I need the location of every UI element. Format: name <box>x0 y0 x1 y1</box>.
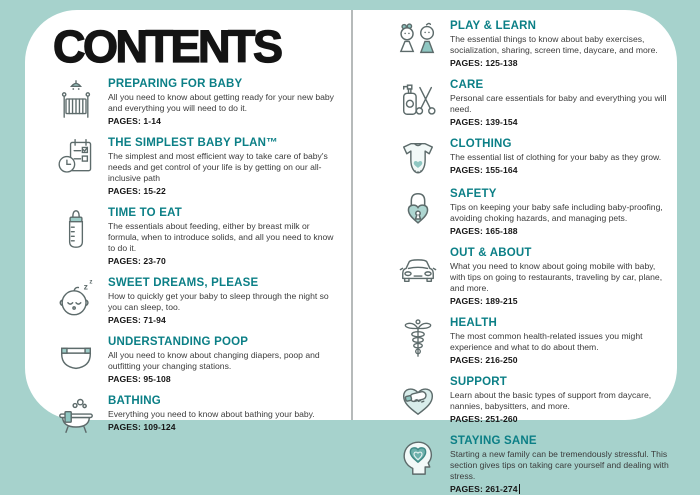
section-pages: PAGES: 95-108 <box>108 374 171 384</box>
section-description: All you need to know about getting ready for your new baby and everything you will need to do it. <box>108 92 334 113</box>
section-description: Starting a new family can be tremendously stressful. This section gives tips on taking care yourself and dealing with stress. <box>450 449 669 481</box>
section-title: STAYING SANE <box>450 435 537 447</box>
book-spread <box>25 10 677 494</box>
section-description: Learn about the basic types of support from daycare, nannies, babysitters, and more. <box>450 390 652 411</box>
lotion-scissors-icon <box>397 79 439 128</box>
section-title: SWEET DREAMS, PLEASE <box>108 277 259 289</box>
toc-entry-bathing <box>55 395 351 437</box>
onesie-icon <box>397 138 439 178</box>
toc-entry-sweet-dreams <box>55 277 351 326</box>
sleeping-baby-icon <box>55 277 97 326</box>
section-description: Tips on keeping your baby safe including baby-proofing, avoiding choking hazards, and managing pets. <box>450 202 663 223</box>
section-pages: PAGES: 216-250 <box>450 355 518 365</box>
toc-entry-understanding-poop <box>55 336 351 385</box>
section-pages: PAGES: 251-260 <box>450 414 518 424</box>
section-pages: PAGES: 109-124 <box>108 422 176 432</box>
toc-entry-play-and-learn <box>397 20 669 69</box>
section-description: How to quickly get your baby to sleep through the night so you can sleep, too. <box>108 291 329 312</box>
section-description: The essentials about feeding, either by breast milk or formula, when to introduce solids, and all you need to know to do it. <box>108 221 334 253</box>
section-pages: PAGES: 23-70 <box>108 256 166 266</box>
section-description: The essential things to know about baby exercises, socialization, sharing, screen time, daycare, and more. <box>450 34 658 55</box>
bathtub-icon <box>55 395 97 437</box>
heart-padlock-icon <box>397 188 439 237</box>
toc-entry-simplest-baby-plan <box>55 137 351 197</box>
section-title: TIME TO EAT <box>108 207 182 219</box>
svg-text:z: z <box>89 278 93 286</box>
toc-entry-safety <box>397 188 669 237</box>
section-title: CARE <box>450 79 484 91</box>
section-title: UNDERSTANDING POOP <box>108 336 249 348</box>
head-heart-icon <box>397 435 439 495</box>
toc-entry-preparing-for-baby <box>55 78 351 127</box>
toc-entry-care <box>397 79 669 128</box>
right-page <box>397 20 669 494</box>
section-pages: PAGES: 71-94 <box>108 315 166 325</box>
section-title: PLAY & LEARN <box>450 20 537 32</box>
toc-entry-time-to-eat <box>55 207 351 267</box>
section-pages: PAGES: 261-274 <box>450 484 518 494</box>
toc-entry-out-and-about <box>397 247 669 307</box>
book-spine <box>351 10 353 420</box>
crib-icon <box>55 78 97 127</box>
toc-entry-health <box>397 317 669 366</box>
section-pages: PAGES: 15-22 <box>108 186 166 196</box>
svg-text:z: z <box>83 281 88 292</box>
section-description: What you need to know about going mobile with baby, with tips on going to restaurants, traveling by car, plane, and more. <box>450 261 663 293</box>
section-pages: PAGES: 155-164 <box>450 165 518 175</box>
toc-entry-support <box>397 376 669 425</box>
handshake-heart-icon <box>397 376 439 425</box>
left-page <box>55 22 351 432</box>
section-title: BATHING <box>108 395 161 407</box>
section-pages: PAGES: 165-188 <box>450 226 518 236</box>
car-icon <box>397 247 439 307</box>
section-pages: PAGES: 1-14 <box>108 116 161 126</box>
section-pages: PAGES: 189-215 <box>450 296 518 306</box>
section-description: The most common health-related issues you might experience and what to do about them. <box>450 331 643 352</box>
section-title: PREPARING FOR BABY <box>108 78 243 90</box>
section-title: SUPPORT <box>450 376 507 388</box>
toc-entry-staying-sane <box>397 435 669 495</box>
text-cursor <box>519 484 520 494</box>
baby-bottle-icon <box>55 207 97 267</box>
section-description: Personal care essentials for baby and everything you will need. <box>450 93 667 114</box>
section-title: THE SIMPLEST BABY PLAN™ <box>108 137 278 149</box>
section-title: CLOTHING <box>450 138 512 150</box>
section-title: OUT & ABOUT <box>450 247 532 259</box>
section-pages: PAGES: 139-154 <box>450 117 518 127</box>
section-description: The simplest and most efficient way to take care of baby's needs and get control of your life is by getting on our all-inclusive path <box>108 151 328 183</box>
section-description: The essential list of clothing for your baby as they grow. <box>450 152 662 162</box>
section-pages: PAGES: 125-138 <box>450 58 518 68</box>
section-description: Everything you need to know about bathing your baby. <box>108 409 315 419</box>
diaper-icon <box>55 336 97 385</box>
planner-clock-icon <box>55 137 97 197</box>
section-title: SAFETY <box>450 188 497 200</box>
caduceus-icon <box>397 317 439 366</box>
toc-entry-clothing <box>397 138 669 178</box>
section-title: HEALTH <box>450 317 497 329</box>
section-description: All you need to know about changing diapers, poop and outfitting your changing stations. <box>108 350 320 371</box>
contents-title: CONTENTS <box>53 21 281 72</box>
two-babies-icon <box>397 20 439 69</box>
